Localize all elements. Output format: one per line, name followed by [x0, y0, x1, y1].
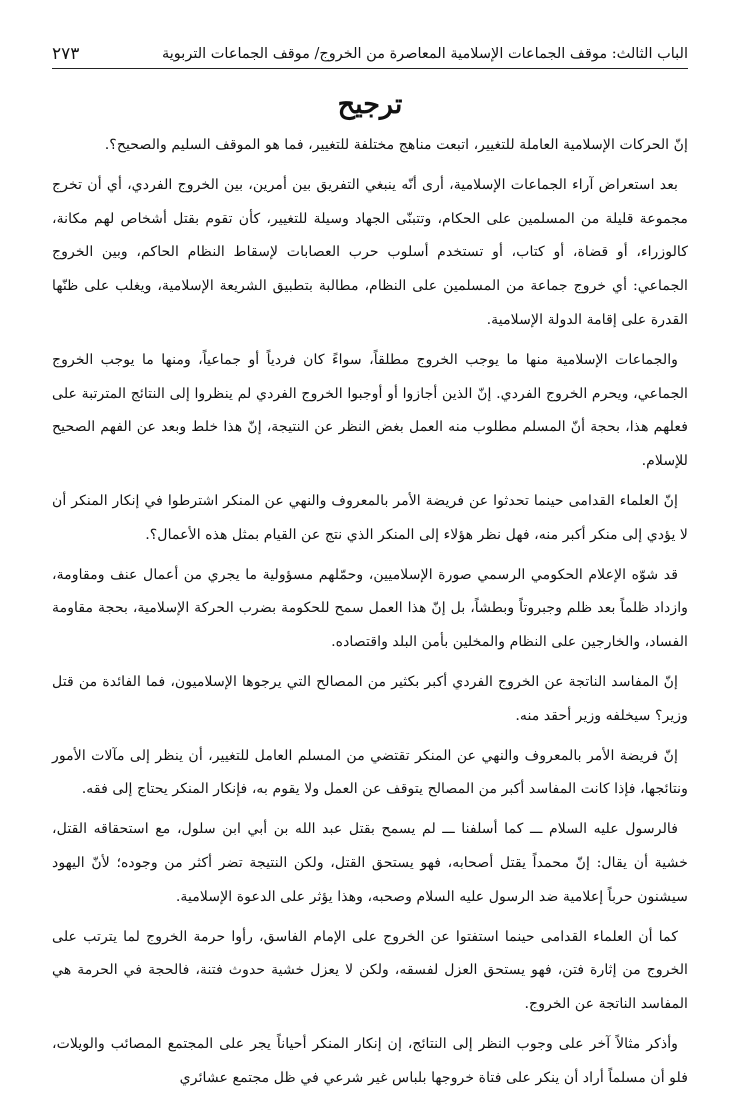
paragraph: كما أن العلماء القدامى حينما استفتوا عن الخروج على الإمام الفاسق، رأوا حرمة الخروج لما يترتب على الخروج من إثارة فتن، فهو يستحق العزل لفسقه، ولكن لا يعزل خشية حدوث فتنة، فالحجة في الحرمة هي المفاسد الناتجة عن الخروج.	[52, 928, 688, 1013]
paragraph: بعد استعراض آراء الجماعات الإسلامية، أرى أنّه ينبغي التفريق بين أمرين، بين الخروج الفردي، أي أن تخرج مجموعة قليلة من المسلمين على الحكام، وتتبنّى الجهاد وسيلة للتغيير، كأن تقوم بقتل أشخاص لهم مكانة، كالوزراء، أو قضاة، أو كتاب، أو تستخدم أسلوب حرب العصابات لإسقاط النظام الحاكم، وبين الخروج الجماعي: أي خروج جماعة من المسلمين على النظام، مطالبة بتطبيق الشريعة الإسلامية، ويغلب على ظنّها القدرة على إقامة الدولة الإسلامية.	[52, 176, 688, 328]
section-heading: ترجيح	[337, 89, 403, 120]
running-header	[52, 28, 688, 69]
paragraph: قد شوّه الإعلام الحكومي الرسمي صورة الإسلاميين، وحمّلهم مسؤولية ما يجري من أعمال عنف ومقاومة، وازداد ظلماً بعد ظلم وجبروتاً وبطشاً، بل إنّ هذا العمل سمح للحكومة بضرب الحركة الإسلامية، بحجة مقاومة الفساد، والخارجين على النظام والمخلين بأمن البلد واقتصاده.	[52, 566, 688, 651]
page-number: ٢٧٣	[52, 44, 80, 64]
paragraph: فالرسول عليه السلام ـــ كما أسلفنا ـــ لم يسمح بقتل عبد الله بن أبي ابن سلول، مع استحقاقه القتل، خشية أن يقال: إنّ محمداً يقتل أصحابه، فهو يستحق القتل، ولكن النتيجة تضر أكثر من وجوده؛ لأنّ اليهود سيشنون حرباً إعلامية ضد الرسول عليه السلام وصحبه، وهذا يؤثر على الدعوة الإسلامية.	[52, 821, 688, 905]
running-title: الباب الثالث: موقف الجماعات الإسلامية المعاصرة من الخروج/ موقف الجماعات التربوية	[161, 46, 688, 62]
book-page	[52, 28, 688, 1088]
paragraph: إنّ العلماء القدامى حينما تحدثوا عن فريضة الأمر بالمعروف والنهي عن المنكر اشترطوا في إنكار المنكر أن لا يؤدي إلى منكر أكبر منه، فهل نظر هؤلاء إلى المنكر الذي نتج عن القيام بمثل هذه الأعمال؟.	[52, 492, 688, 543]
paragraph: وأذكر مثالاً آخر على وجوب النظر إلى النتائج، إن إنكار المنكر أحياناً يجر على المجتمع المصائب والويلات، فلو أن مسلماً أراد أن ينكر على فتاة خروجها بلباس غير شرعي في ظل مجتمع عشائري	[52, 1035, 688, 1086]
paragraph: إنّ المفاسد الناتجة عن الخروج الفردي أكبر بكثير من المصالح التي يرجوها الإسلاميون، فما الفائدة من قتل وزير؟ سيخلفه وزير أحقد منه.	[52, 673, 688, 724]
paragraph: إنّ الحركات الإسلامية العاملة للتغيير، اتبعت مناهج مختلفة للتغيير، فما هو الموقف السليم والصحيح؟.	[104, 137, 688, 153]
body-text	[52, 129, 688, 1096]
paragraph: إنّ فريضة الأمر بالمعروف والنهي عن المنكر تقتضي من المسلم العامل للتغيير، أن ينظر إلى مآلات الأمور ونتائجها، فإذا كانت المفاسد أكبر من المصالح يتوقف عن العمل ولا يقوم به، فإنكار المنكر يحتاج إلى فقه.	[52, 747, 688, 798]
paragraph: والجماعات الإسلامية منها ما يوجب الخروج مطلقاً، سواءً كان فردياً أو جماعياً، ومنها ما يوجب الخروج الجماعي، ويحرم الخروج الفردي. إنّ الذين أجازوا أو أوجبوا الخروج الفردي لم ينظروا إلى النتائج المترتبة على فعلهم هذا، بحجة أنّ المسلم مطلوب منه العمل بغض النظر عن النتيجة، إنّ هذا خلط وبعد عن الفهم الصحيح للإسلام.	[52, 351, 688, 470]
